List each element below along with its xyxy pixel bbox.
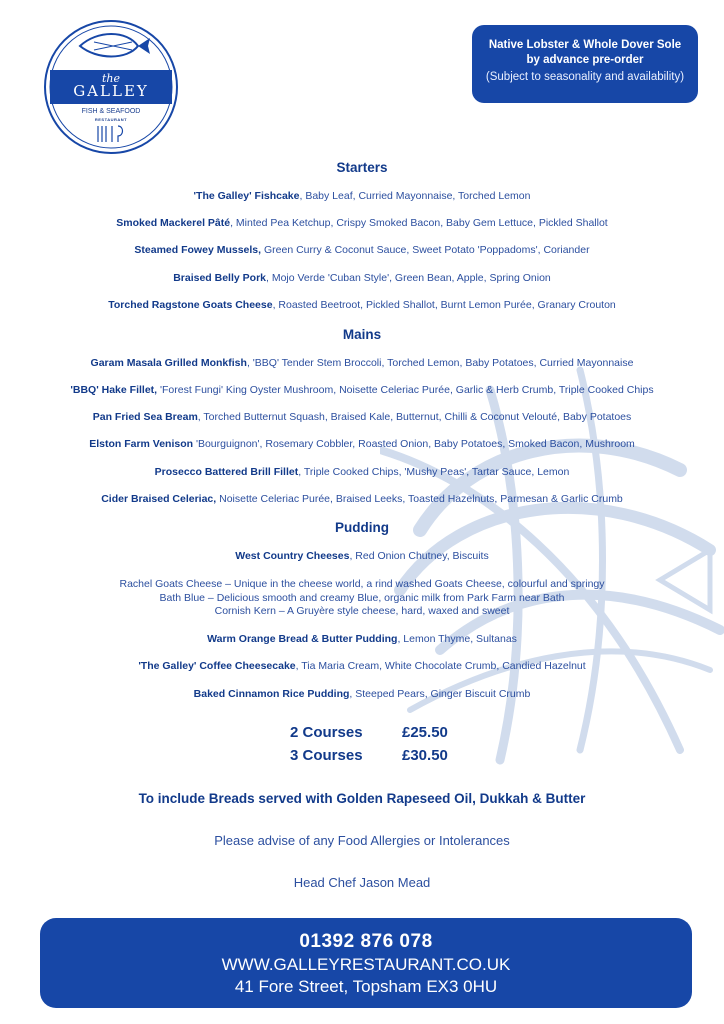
item-desc: , Roasted Beetroot, Pickled Shallot, Burnt Lemon Purée, Granary Crouton — [272, 299, 616, 311]
item-desc: , Lemon Thyme, Sultanas — [397, 633, 517, 645]
menu-item — [0, 299, 724, 311]
promo-line-1: Native Lobster & Whole Dover Sole — [488, 39, 682, 51]
item-name: 'The Galley' Fishcake — [193, 190, 300, 202]
pudding-heading: Pudding — [335, 520, 389, 535]
menu-item — [0, 217, 724, 229]
item-desc: , 'BBQ' Tender Stem Broccoli, Torched Lemon, Baby Potatoes, Curried Mayonnaise — [246, 357, 634, 369]
menu-item — [0, 411, 724, 423]
course-count: 3 Courses — [290, 747, 363, 764]
item-desc: , Triple Cooked Chips, 'Mushy Peas', Tartar Sauce, Lemon — [298, 466, 570, 478]
item-name: West Country Cheeses — [235, 550, 350, 562]
menu-item — [0, 272, 724, 284]
item-desc: 'Bourguignon', Rosemary Cobbler, Roasted Onion, Baby Potatoes, Smoked Bacon, Mushroom — [193, 438, 635, 450]
logo-restaurant: RESTAURANT — [94, 117, 128, 122]
item-desc: , Red Onion Chutney, Biscuits — [349, 550, 489, 562]
item-name: Garam Masala Grilled Monkfish — [90, 357, 247, 369]
item-desc: , Steeped Pears, Ginger Biscuit Crumb — [349, 688, 531, 700]
item-name: Cider Braised Celeriac, — [101, 493, 217, 505]
course-count: 2 Courses — [290, 724, 363, 741]
item-name: Pan Fried Sea Bream — [92, 411, 198, 423]
breads-note: To include Breads served with Golden Rapeseed Oil, Dukkah & Butter — [138, 791, 586, 806]
promo-line-2: by advance pre-order — [526, 54, 644, 66]
item-name: Prosecco Battered Brill Fillet — [154, 466, 299, 478]
item-desc: , Torched Butternut Squash, Braised Kale, Butternut, Chilli & Coconut Velouté, Baby Potatoes — [197, 411, 632, 423]
item-name: Braised Belly Pork — [173, 272, 266, 284]
head-chef: Head Chef Jason Mead — [293, 875, 431, 890]
cheese-line: Bath Blue – Delicious smooth and creamy Blue, organic milk from Park Farm near Bath — [159, 591, 565, 604]
menu-item — [0, 688, 724, 700]
website-link[interactable]: WWW.GALLEYRESTAURANT.CO.UK — [221, 955, 511, 974]
menu-item — [0, 357, 724, 369]
cheese-list — [0, 578, 724, 619]
logo-name: GALLEY — [73, 82, 149, 100]
item-desc: , Baby Leaf, Curried Mayonnaise, Torched Lemon — [299, 190, 531, 202]
item-desc: , Mojo Verde 'Cuban Style', Green Bean, Apple, Spring Onion — [266, 272, 551, 284]
cheese-line: Rachel Goats Cheese – Unique in the cheese world, a rind washed Goats Cheese, colourful and springy — [119, 578, 605, 590]
contact-footer — [40, 918, 692, 1008]
menu-item — [0, 466, 724, 478]
item-name: Baked Cinnamon Rice Pudding — [193, 688, 350, 700]
starters-heading: Starters — [336, 160, 388, 175]
allergy-note: Please advise of any Food Allergies or Intolerances — [214, 833, 510, 848]
item-name: Smoked Mackerel Pâté — [116, 217, 231, 229]
menu-item — [0, 438, 724, 450]
item-desc: , Tia Maria Cream, White Chocolate Crumb, Candied Hazelnut — [295, 660, 586, 672]
menu-item — [0, 244, 724, 256]
preorder-promo-box — [472, 25, 698, 103]
logo-the: the — [101, 72, 120, 85]
restaurant-logo — [42, 18, 180, 156]
menu-item — [0, 190, 724, 202]
item-desc: Green Curry & Coconut Sauce, Sweet Potato 'Poppadoms', Coriander — [261, 244, 590, 256]
item-desc: Noisette Celeriac Purée, Braised Leeks, Toasted Hazelnuts, Parmesan & Garlic Crumb — [216, 493, 623, 505]
item-desc: 'Forest Fungi' King Oyster Mushroom, Noisette Celeriac Purée, Garlic & Herb Crumb, Triple Cooked Chips — [157, 384, 654, 396]
item-name: Torched Ragstone Goats Cheese — [108, 299, 273, 311]
logo-subtitle: FISH & SEAFOOD — [81, 108, 141, 115]
item-name: 'The Galley' Coffee Cheesecake — [138, 660, 296, 672]
menu-item — [0, 660, 724, 672]
menu-item — [0, 550, 724, 562]
promo-line-3: (Subject to seasonality and availability) — [485, 71, 685, 83]
cheese-line: Cornish Kern – A Gruyère style cheese, hard, waxed and sweet — [214, 605, 510, 617]
course-price: £30.50 — [402, 747, 448, 764]
menu-item — [0, 384, 724, 396]
mains-heading: Mains — [342, 327, 382, 342]
item-name: Steamed Fowey Mussels, — [134, 244, 262, 256]
address: 41 Fore Street, Topsham EX3 0HU — [234, 977, 498, 996]
item-name: Elston Farm Venison — [89, 438, 194, 450]
item-name: Warm Orange Bread & Butter Pudding — [207, 633, 398, 645]
item-name: 'BBQ' Hake Fillet, — [70, 384, 158, 396]
menu-item — [0, 493, 724, 505]
item-desc: , Minted Pea Ketchup, Crispy Smoked Bacon, Baby Gem Lettuce, Pickled Shallot — [230, 217, 608, 229]
phone-number[interactable]: 01392 876 078 — [299, 931, 433, 952]
course-price: £25.50 — [402, 724, 448, 741]
menu-item — [0, 633, 724, 645]
